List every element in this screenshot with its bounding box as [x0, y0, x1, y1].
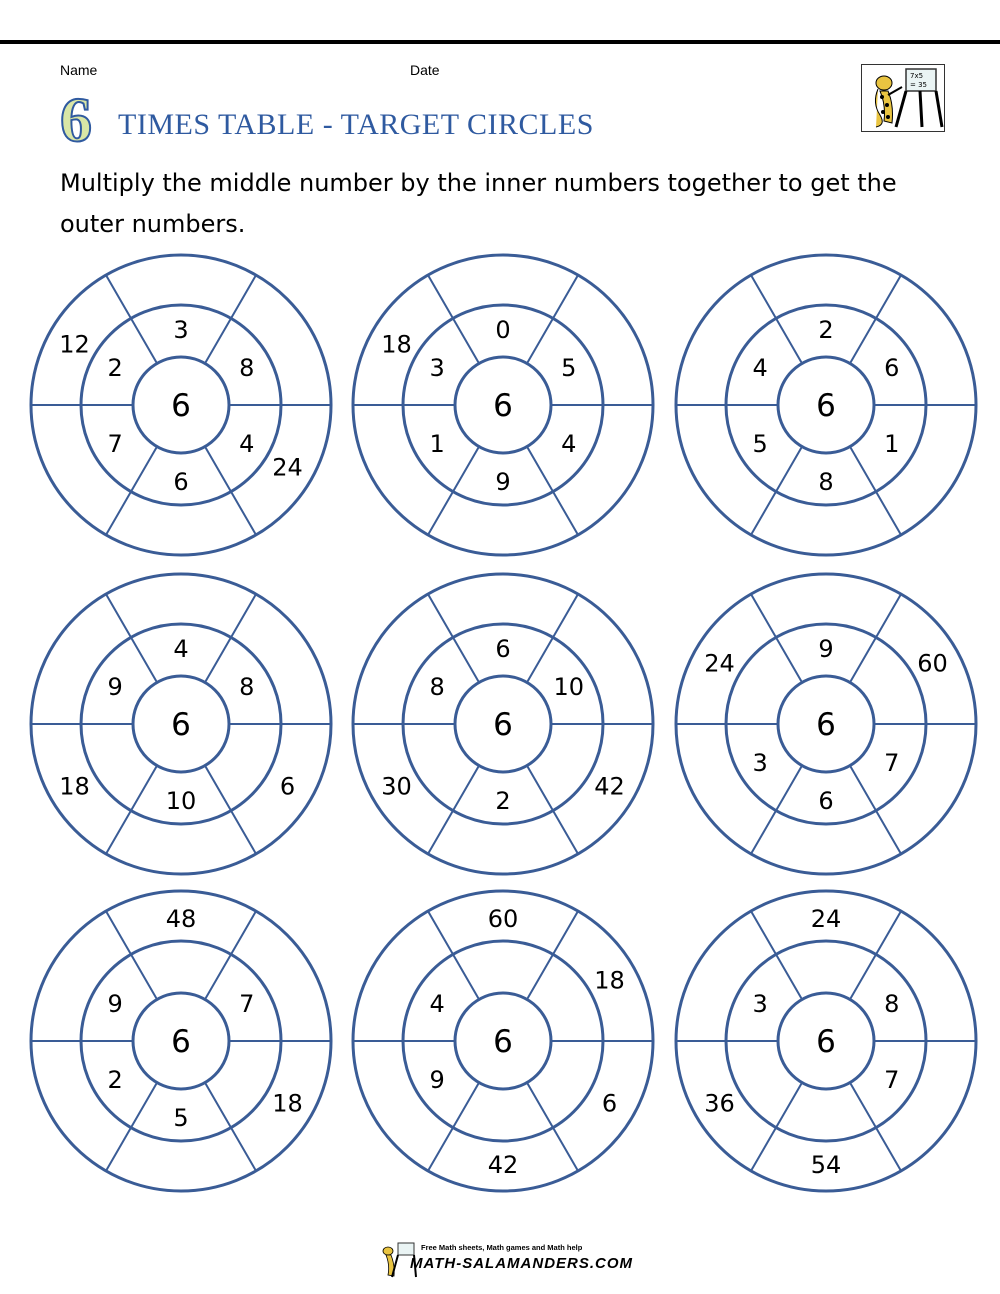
footer-tagline: Free Math sheets, Math games and Math help — [421, 1243, 583, 1252]
sector-divider — [428, 594, 479, 682]
outer-number: 24 — [272, 453, 303, 482]
inner-number: 7 — [107, 430, 123, 458]
inner-number: 8 — [239, 673, 255, 701]
outer-number: 48 — [165, 905, 197, 933]
inner-number: 4 — [239, 430, 255, 458]
outer-number: 42 — [487, 1151, 519, 1179]
sector-divider — [751, 275, 802, 363]
sector-divider — [850, 1083, 901, 1171]
logo-board-text-1: 7x5 — [910, 72, 924, 80]
sector-divider — [205, 766, 256, 854]
center-number: 6 — [816, 1024, 836, 1060]
center-number: 6 — [493, 707, 513, 743]
inner-number: 5 — [752, 430, 768, 458]
outer-number: 18 — [272, 1089, 303, 1118]
sector-divider — [428, 766, 479, 854]
outer-number: 36 — [704, 1089, 735, 1118]
instructions: Multiply the middle number by the inner numbers together to get the outer numbers. — [60, 169, 897, 238]
inner-number: 6 — [884, 354, 900, 382]
sector-divider — [106, 1083, 157, 1171]
sector-divider — [428, 911, 479, 999]
inner-number: 3 — [429, 354, 445, 382]
sector-divider — [205, 594, 256, 682]
outer-number: 6 — [279, 772, 296, 801]
inner-number: 2 — [818, 316, 834, 344]
sector-divider — [527, 911, 578, 999]
inner-number: 2 — [107, 1066, 123, 1094]
sector-divider — [205, 911, 256, 999]
sector-divider — [850, 594, 901, 682]
target-circle — [353, 574, 653, 874]
sector-divider — [850, 911, 901, 999]
sector-divider — [751, 911, 802, 999]
inner-number: 8 — [818, 468, 834, 496]
sector-divider — [751, 594, 802, 682]
inner-number: 9 — [495, 468, 511, 496]
inner-number: 10 — [553, 673, 585, 701]
big-digit-six: 6 — [60, 84, 92, 155]
inner-number: 9 — [429, 1066, 445, 1094]
sector-divider — [106, 275, 157, 363]
outer-number: 30 — [381, 772, 412, 801]
sector-divider — [106, 766, 157, 854]
center-number: 6 — [493, 388, 513, 424]
inner-number: 9 — [107, 990, 123, 1018]
outer-number: 60 — [487, 905, 519, 933]
target-circle — [31, 891, 331, 1191]
inner-number: 3 — [752, 749, 768, 777]
target-circle — [676, 574, 976, 874]
target-circle — [353, 891, 653, 1191]
inner-number: 4 — [429, 990, 445, 1018]
inner-number: 4 — [173, 635, 189, 663]
sector-divider — [428, 447, 479, 535]
center-number: 6 — [171, 707, 191, 743]
inner-number: 6 — [173, 468, 189, 496]
sector-divider — [428, 275, 479, 363]
inner-number: 3 — [173, 316, 189, 344]
sector-divider — [527, 447, 578, 535]
sector-divider — [850, 766, 901, 854]
center-number: 6 — [816, 388, 836, 424]
outer-number: 18 — [594, 966, 625, 995]
sector-divider — [527, 1083, 578, 1171]
page-title: TIMES TABLE - TARGET CIRCLES — [118, 108, 594, 141]
outer-number: 6 — [601, 1089, 618, 1118]
inner-number: 2 — [107, 354, 123, 382]
sector-divider — [850, 447, 901, 535]
sector-divider — [751, 1083, 802, 1171]
outer-number: 12 — [59, 330, 90, 359]
footer-site: MATH-SALAMANDERS.COM — [410, 1255, 634, 1272]
date-label: Date — [410, 62, 440, 78]
inner-number: 7 — [239, 990, 255, 1018]
inner-number: 1 — [884, 430, 900, 458]
sector-divider — [751, 447, 802, 535]
inner-number: 9 — [107, 673, 123, 701]
center-number: 6 — [171, 1024, 191, 1060]
outer-number: 18 — [381, 330, 412, 359]
sector-divider — [850, 275, 901, 363]
inner-number: 3 — [752, 990, 768, 1018]
inner-number: 1 — [429, 430, 445, 458]
inner-number: 7 — [884, 1066, 900, 1094]
outer-number: 54 — [810, 1151, 842, 1179]
inner-number: 8 — [239, 354, 255, 382]
sector-divider — [751, 766, 802, 854]
center-number: 6 — [816, 707, 836, 743]
inner-number: 5 — [561, 354, 577, 382]
inner-number: 8 — [884, 990, 900, 1018]
target-circle — [676, 891, 976, 1191]
inner-number: 9 — [818, 635, 834, 663]
sector-divider — [205, 447, 256, 535]
inner-number: 2 — [495, 787, 511, 815]
inner-number: 4 — [752, 354, 768, 382]
target-circle — [353, 255, 653, 555]
sector-divider — [527, 766, 578, 854]
sector-divider — [205, 275, 256, 363]
sector-divider — [106, 911, 157, 999]
sector-divider — [106, 594, 157, 682]
target-circle — [31, 574, 331, 874]
target-circle — [31, 255, 331, 555]
outer-number: 24 — [810, 905, 842, 933]
inner-number: 6 — [818, 787, 834, 815]
target-circle — [676, 255, 976, 555]
outer-number: 42 — [594, 772, 625, 801]
outer-number: 24 — [704, 649, 735, 678]
inner-number: 10 — [165, 787, 197, 815]
inner-number: 0 — [495, 316, 511, 344]
sector-divider — [106, 447, 157, 535]
outer-number: 60 — [917, 649, 948, 678]
outer-number: 18 — [59, 772, 90, 801]
inner-number: 4 — [561, 430, 577, 458]
sector-divider — [428, 1083, 479, 1171]
inner-number: 8 — [429, 673, 445, 701]
inner-number: 7 — [884, 749, 900, 777]
sector-divider — [527, 275, 578, 363]
sector-divider — [205, 1083, 256, 1171]
center-number: 6 — [493, 1024, 513, 1060]
sector-divider — [527, 594, 578, 682]
center-number: 6 — [171, 388, 191, 424]
logo-board-text-2: = 35 — [910, 81, 927, 89]
name-label: Name — [60, 62, 98, 78]
inner-number: 6 — [495, 635, 511, 663]
inner-number: 5 — [173, 1104, 189, 1132]
footer-logo — [378, 1241, 634, 1279]
